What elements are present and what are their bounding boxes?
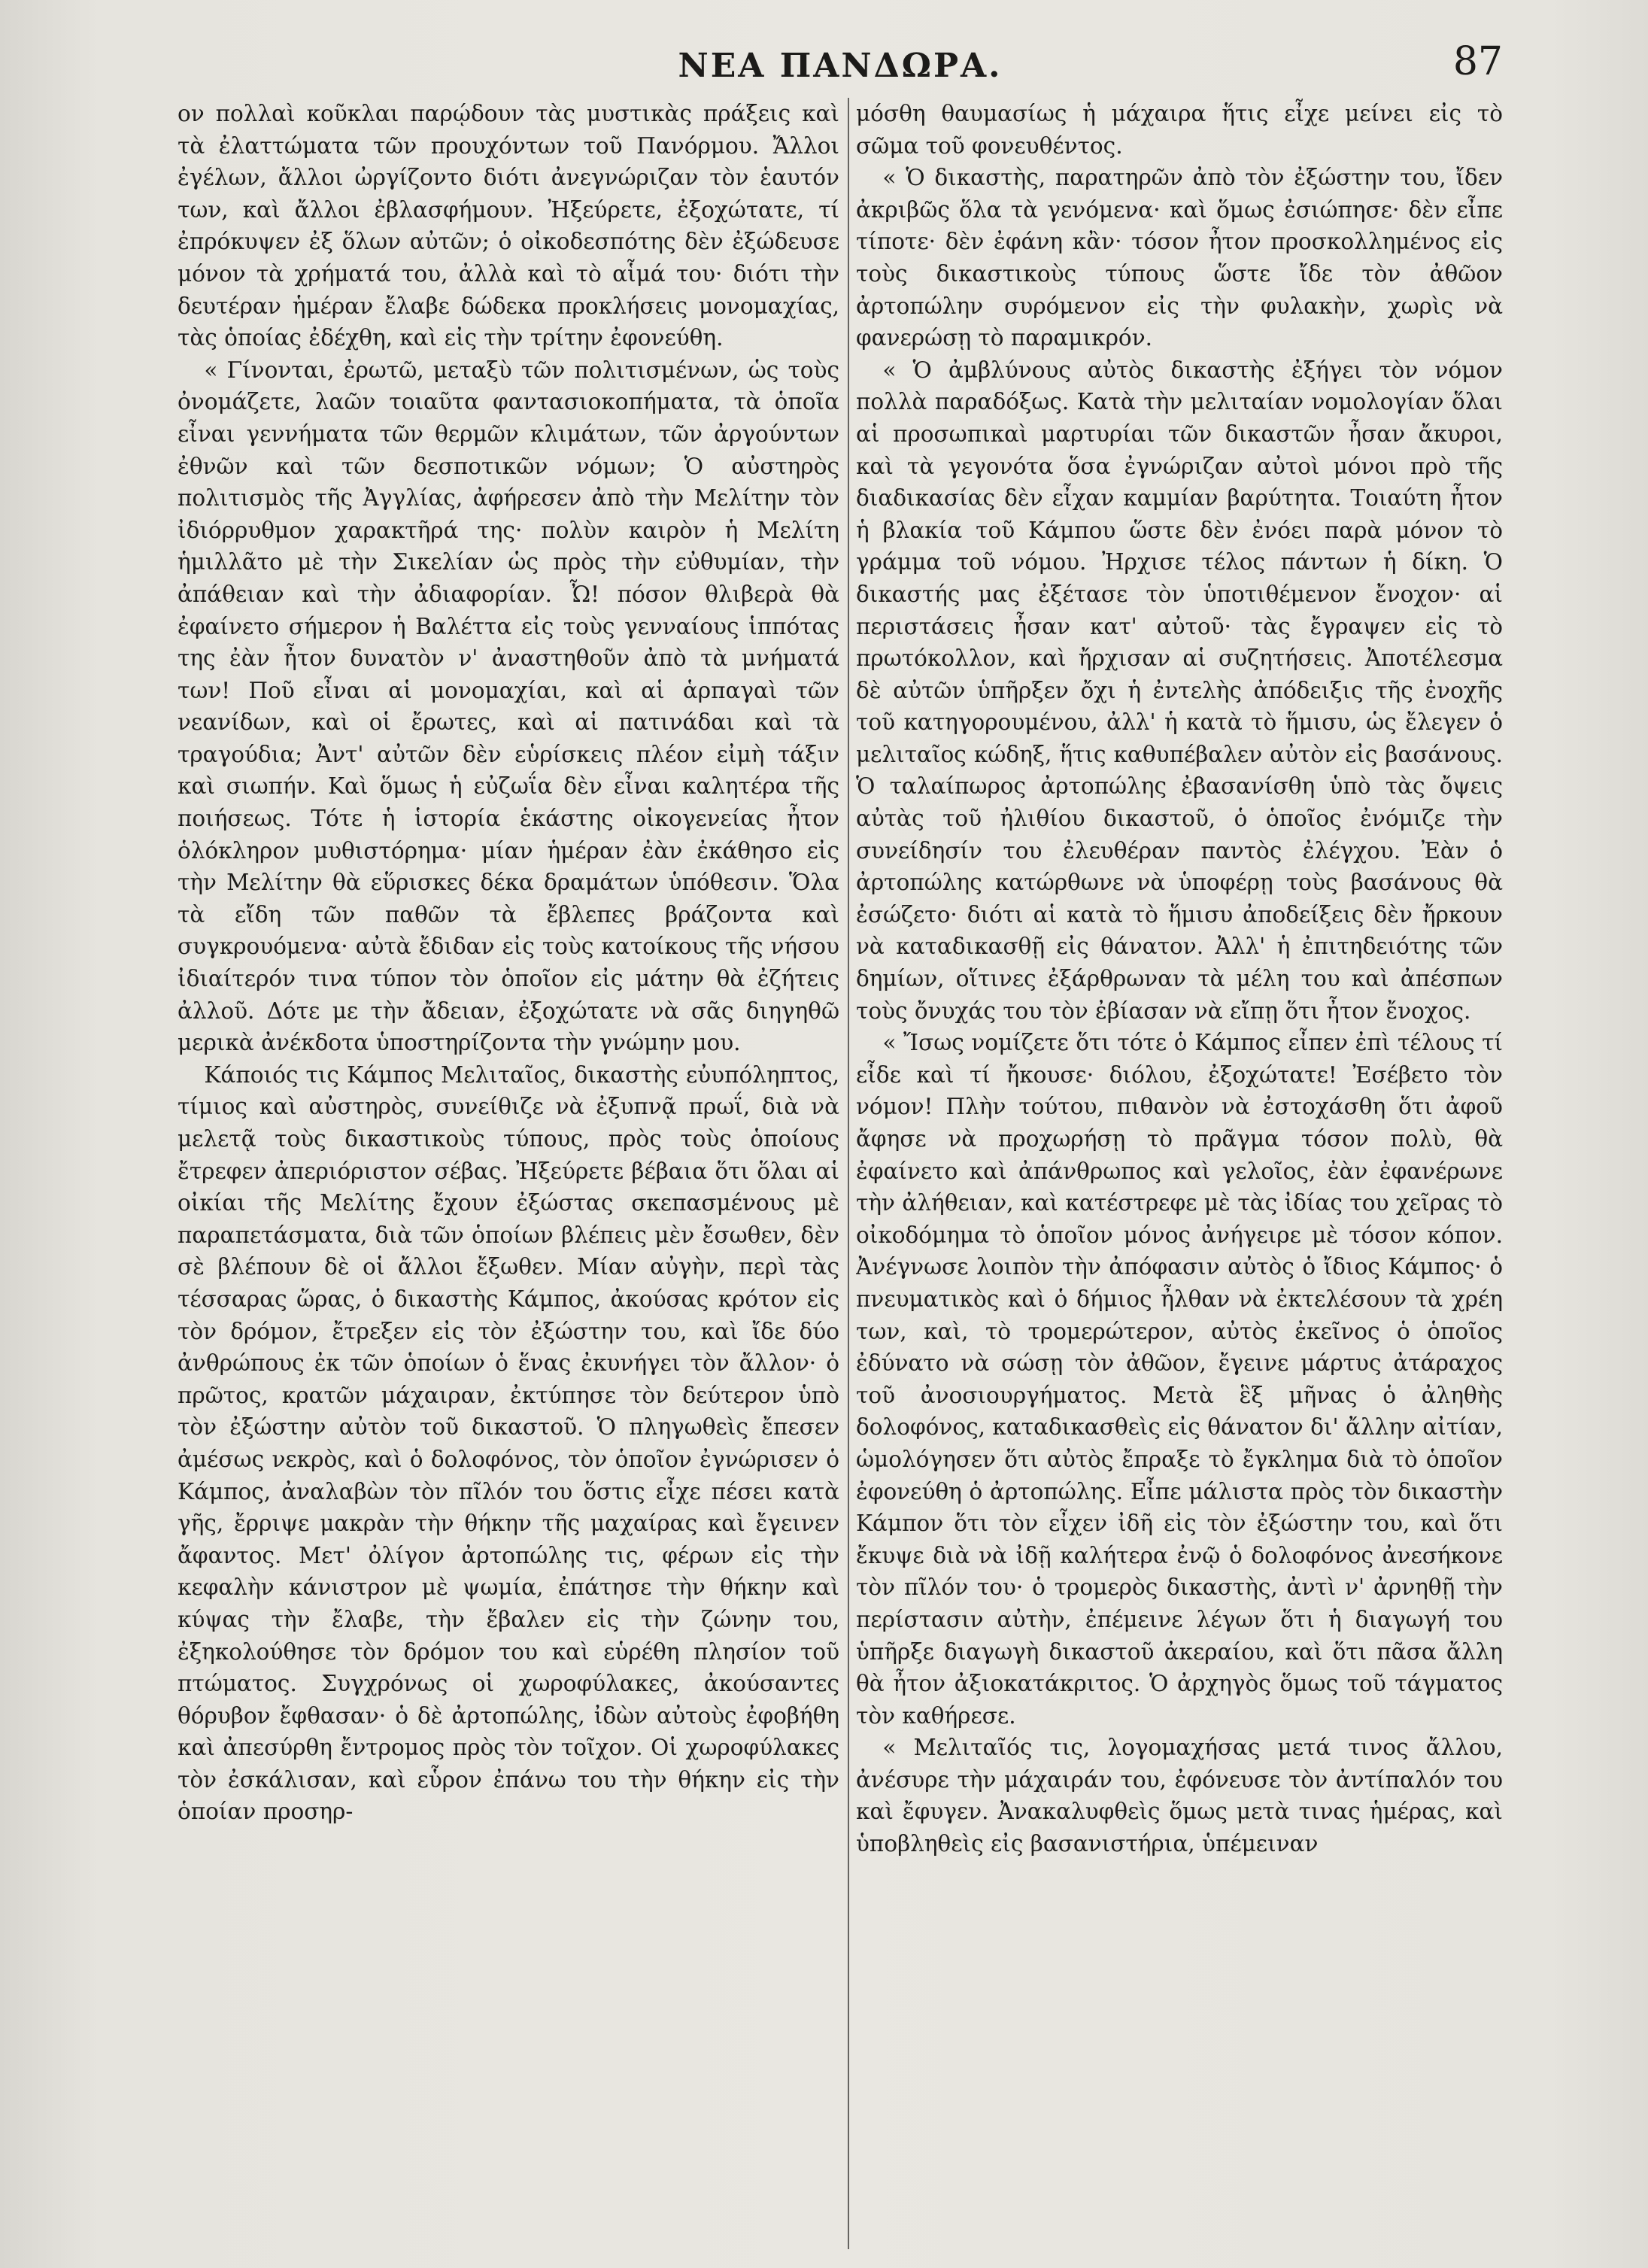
- left-paragraph-2: « Γίνονται, ἐρωτῶ, μεταξὺ τῶν πολιτισμένων, ὡς τοὺς ὀνομάζετε, λαῶν τοιαῦτα φαντασιοκοπήματα, τὰ ὁποῖα εἶναι γεννήματα τῶν θερμῶν κλιμάτων, τῶν ἀργούντων ἐθνῶν καὶ τῶν δεσποτικῶν νόμων; Ὁ αὐστηρὸς πολιτισμὸς τῆς Ἀγγλίας, ἀφήρεσεν ἀπὸ τὴν Μελίτην τὸν ἰδιόρρυθμον χαρακτῆρά της· πολὺν καιρὸν ἡ Μελίτη ἡμιλλᾶτο μὲ τὴν Σικελίαν ὡς πρὸς τὴν εὐθυμίαν, τὴν ἀπάθειαν καὶ τὴν ἀδιαφορίαν. Ὦ! πόσον θλιβερὰ θὰ ἐφαίνετο σήμερον ἡ Βαλέττα εἰς τοὺς γενναίους ἱππότας της ἐὰν ἦτον δυνατὸν ν' ἀναστηθοῦν ἀπὸ τὰ μνήματά των! Ποῦ εἶναι αἱ μονομαχίαι, καὶ αἱ ἁρπαγαὶ τῶν νεανίδων, καὶ οἱ ἔρωτες, καὶ αἱ πατινάδαι καὶ τὰ τραγούδια; Ἀντ' αὐτῶν δὲν εὑρίσκεις πλέον εἰμὴ τάξιν καὶ σιωπήν. Καὶ ὅμως ἡ εὐζωΐα δὲν εἶναι καλητέρα τῆς ποιήσεως. Τότε ἡ ἱστορία ἑκάστης οἰκογενείας ἦτον ὁλόκληρον μυθιστόρημα· μίαν ἡμέραν ἐὰν ἐκάθησο εἰς τὴν Μελίτην θὰ εὕρισκες δέκα δραμάτων ὑπόθεσιν. Ὅλα τὰ εἴδη τῶν παθῶν τὰ ἔβλεπες βράζοντα καὶ συγκρουόμενα· αὐτὰ ἔδιδαν εἰς τοὺς κατοίκους τῆς νήσου ἰδιαίτερόν τινα τύπον τὸν ὁποῖον εἰς μάτην θὰ ἐζήτεις ἀλλοῦ. Δότε με τὴν ἄδειαν, ἐξοχώτατε νὰ σᾶς διηγηθῶ μερικὰ ἀνέκδοτα ὑποστηρίζοντα τὴν γνώμην μου.: [178, 357, 839, 1056]
- page-number: 87: [1452, 39, 1503, 84]
- journal-title: ΝΕΑ ΠΑΝΔΩΡΑ.: [678, 47, 1003, 85]
- left-paragraph-1: ον πολλαὶ κοῦκλαι παρῴδουν τὰς μυστικὰς πράξεις καὶ τὰ ἐλαττώματα τῶν προυχόντων τοῦ Πανόρμου. Ἄλλοι ἐγέλων, ἄλλοι ὠργίζοντο διότι ἀνεγνώριζαν τὸν ἑαυτόν των, καὶ ἄλλοι ἐβλασφήμουν. Ἠξεύρετε, ἐξοχώτατε, τί ἐπρόκυψεν ἐξ ὅλων αὐτῶν; ὁ οἰκοδεσπότης δὲν ἐξώδευσε μόνον τὰ χρήματά του, ἀλλὰ καὶ τὸ αἷμά του· διότι τὴν δευτέραν ἡμέραν ἔλαβε δώδεκα προκλήσεις μονομαχίας, τὰς ὁποίας ἐδέχθη, καὶ εἰς τὴν τρίτην ἐφονεύθη.: [178, 101, 839, 351]
- left-column: [178, 98, 839, 2249]
- page-header: [178, 39, 1503, 92]
- right-column: [856, 98, 1503, 2249]
- right-paragraph-4: « Ἴσως νομίζετε ὅτι τότε ὁ Κάμπος εἶπεν ἐπὶ τέλους τί εἶδε καὶ τί ἤκουσε· διόλου, ἐξοχώτατε! Ἐσέβετο τὸν νόμον! Πλὴν τούτου, πιθανὸν νὰ ἐστοχάσθη ὅτι ἀφοῦ ἄφησε νὰ προχωρήσῃ τὸ πρᾶγμα τόσον πολὺ, θὰ ἐφαίνετο καὶ ἀπάνθρωπος καὶ γελοῖος, ἐὰν ἐφανέρωνε τὴν ἀλήθειαν, καὶ κατέστρεφε μὲ τὰς ἰδίας του χεῖρας τὸ οἰκοδόμημα τὸ ὁποῖον μόνος ἀνήγειρε μὲ τόσον κόπον. Ἀνέγνωσε λοιπὸν τὴν ἀπόφασιν αὐτὸς ὁ ἴδιος Κάμπος· ὁ πνευματικὸς καὶ ὁ δήμιος ἦλθαν νὰ ἐκτελέσουν τὰ χρέη των, καὶ, τὸ τρομερώτερον, αὐτὸς ἐκεῖνος ὁ ὁποῖος ἐδύνατο νὰ σώσῃ τὸν ἀθῶον, ἔγεινε μάρτυς ἀτάραχος τοῦ ἀνοσιουργήματος. Μετὰ ἓξ μῆνας ὁ ἀληθὴς δολοφόνος, καταδικασθεὶς εἰς θάνατον δι' ἄλλην αἰτίαν, ὡμολόγησεν ὅτι αὐτὸς ἔπραξε τὸ ἔγκλημα διὰ τὸ ὁποῖον ἐφονεύθη ὁ ἀρτοπώλης. Εἶπε μάλιστα πρὸς τὸν δικαστὴν Κάμπον ὅτι τὸν εἶχεν ἰδῆ εἰς τὸν ἐξώστην του, καὶ ὅτι ἔκυψε διὰ νὰ ἰδῇ καλήτερα ἐνῷ ὁ δολοφόνος ἀνεσήκονε τὸν πῖλόν του· ὁ τρομερὸς δικαστὴς, ἀντὶ ν' ἀρνηθῇ τὴν περίστασιν αὐτὴν, ἐπέμεινε λέγων ὅτι ἡ διαγωγή του ὑπῆρξε διαγωγὴ δικαστοῦ ἀκεραίου, καὶ ὅτι πᾶσα ἄλλη θὰ ἦτον ἀξιοκατάκριτος. Ὁ ἀρχηγὸς ὅμως τοῦ τάγματος τὸν καθήρεσε.: [856, 1030, 1503, 1729]
- right-paragraph-1: μόσθη θαυμασίως ἡ μάχαιρα ἥτις εἶχε μείνει εἰς τὸ σῶμα τοῦ φονευθέντος.: [856, 101, 1503, 159]
- left-paragraph-3: Κάποιός τις Κάμπος Μελιταῖος, δικαστὴς εὐυπόληπτος, τίμιος καὶ αὐστηρὸς, συνείθιζε νὰ ἐξυπνᾷ πρωΐ, διὰ νὰ μελετᾷ τοὺς δικαστικοὺς τύπους, πρὸς τοὺς ὁποίους ἔτρεφεν ἀπεριόριστον σέβας. Ἠξεύρετε βέβαια ὅτι ὅλαι αἱ οἰκίαι τῆς Μελίτης ἔχουν ἐξώστας σκεπασμένους μὲ παραπετάσματα, διὰ τῶν ὁποίων βλέπεις μὲν ἔσωθεν, δὲν σὲ βλέπουν δὲ οἱ ἄλλοι ἔξωθεν. Μίαν αὐγὴν, περὶ τὰς τέσσαρας ὥρας, ὁ δικαστὴς Κάμπος, ἀκούσας κρότον εἰς τὸν δρόμον, ἔτρεξεν εἰς τὸν ἐξώστην του, καὶ ἴδε δύο ἀνθρώπους ἐκ τῶν ὁποίων ὁ ἕνας ἐκυνήγει τὸν ἄλλον· ὁ πρῶτος, κρατῶν μάχαιραν, ἐκτύπησε τὸν δεύτερον ὑπὸ τὸν ἐξώστην αὐτὸν τοῦ δικαστοῦ. Ὁ πληγωθεὶς ἔπεσεν ἀμέσως νεκρὸς, καὶ ὁ δολοφόνος, τὸν ὁποῖον ἐγνώρισεν ὁ Κάμπος, ἀναλαβὼν τὸν πῖλόν του ὅστις εἶχε πέσει κατὰ γῆς, ἔρριψε μακρὰν τὴν θήκην τῆς μαχαίρας καὶ ἔγεινεν ἄφαντος. Μετ' ὀλίγον ἀρτοπώλης τις, φέρων εἰς τὴν κεφαλὴν κάνιστρον μὲ ψωμία, ἐπάτησε τὴν θήκην καὶ κύψας τὴν ἔλαβε, τὴν ἔβαλεν εἰς τὴν ζώνην του, ἐξηκολούθησε τὸν δρόμον του καὶ εὑρέθη πλησίον τοῦ πτώματος. Συγχρόνως οἱ χωροφύλακες, ἀκούσαντες θόρυβον ἔφθασαν· ὁ δὲ ἀρτοπώλης, ἰδὼν αὐτοὺς ἐφοβήθη καὶ ἀπεσύρθη ἔντρομος πρὸς τὸν τοῖχον. Οἱ χωροφύλακες τὸν ἐσκάλισαν, καὶ εὗρον ἐπάνω του τὴν θήκην εἰς τὴν ὁποίαν προσηρ-: [178, 1061, 839, 1825]
- column-divider: [848, 98, 849, 2249]
- right-paragraph-2: « Ὁ δικαστὴς, παρατηρῶν ἀπὸ τὸν ἐξώστην του, ἴδεν ἀκριβῶς ὅλα τὰ γενόμενα· καὶ ὅμως ἐσιώπησε· δὲν εἶπε τίποτε· δὲν ἐφάνη κἂν· τόσον ἦτον προσκολλημένος εἰς τοὺς δικαστικοὺς τύπους ὥστε ἴδε τὸν ἀθῶον ἀρτοπώλην συρόμενον εἰς τὴν φυλακὴν, χωρὶς νὰ φανερώσῃ τὸ παραμικρόν.: [856, 165, 1503, 351]
- right-paragraph-3: « Ὁ ἀμβλύνους αὐτὸς δικαστὴς ἐξήγει τὸν νόμον πολλὰ παραδόξως. Κατὰ τὴν μελιταίαν νομολογίαν ὅλαι αἱ προσωπικαὶ μαρτυρίαι τῶν δικαστῶν ἦσαν ἄκυροι, καὶ τὰ γεγονότα ὅσα ἐγνώριζαν αὐτοὶ μόνοι πρὸ τῆς διαδικασίας δὲν εἶχαν καμμίαν βαρύτητα. Τοιαύτη ἦτον ἡ βλακία τοῦ Κάμπου ὥστε δὲν ἐνόει παρὰ μόνον τὸ γράμμα τοῦ νόμου. Ἠρχισε τέλος πάντων ἡ δίκη. Ὁ δικαστής μας ἐξέτασε τὸν ὑποτιθέμενον ἔνοχον· αἱ περιστάσεις ἦσαν κατ' αὐτοῦ· τὰς ἔγραψεν εἰς τὸ πρωτόκολλον, καὶ ἤρχισαν αἱ συζητήσεις. Ἀποτέλεσμα δὲ αὐτῶν ὑπῆρξεν ὄχι ἡ ἐντελὴς ἀπόδειξις τῆς ἐνοχῆς τοῦ κατηγορουμένου, ἀλλ' ἡ κατὰ τὸ ἥμισυ, ὡς ἔλεγεν ὁ μελιταῖος κώδηξ, ἥτις καθυπέβαλεν αὐτὸν εἰς βασάνους. Ὁ ταλαίπωρος ἀρτοπώλης ἐβασανίσθη ὑπὸ τὰς ὄψεις αὐτὰς τοῦ ἠλιθίου δικαστοῦ, ὁ ὁποῖος ἐνόμιζε τὴν συνείδησίν του ἐλευθέραν παντὸς ἐλέγχου. Ἐὰν ὁ ἀρτοπώλης κατώρθωνε νὰ ὑποφέρῃ τοὺς βασάνους θὰ ἐσώζετο· διότι αἱ κατὰ τὸ ἥμισυ ἀποδείξεις δὲν ἤρκουν νὰ καταδικασθῇ εἰς θάνατον. Ἀλλ' ἡ ἐπιτηδειότης τῶν δημίων, οἵτινες ἐξάρθρωναν τὰ μέλη του καὶ ἀπέσπων τοὺς ὄνυχάς του τὸν ἐβίασαν νὰ εἴπῃ ὅτι ἦτον ἔνοχος.: [856, 357, 1503, 1024]
- right-paragraph-5: « Μελιταῖός τις, λογομαχήσας μετά τινος ἄλλου, ἀνέσυρε τὴν μάχαιράν του, ἐφόνευσε τὸν ἀντίπαλόν του καὶ ἔφυγεν. Ἀνακαλυφθεὶς ὅμως μετὰ τινας ἡμέρας, καὶ ὑποβληθεὶς εἰς βασανιστήρια, ὑπέμειναν: [856, 1735, 1503, 1857]
- text-columns: [178, 98, 1503, 2249]
